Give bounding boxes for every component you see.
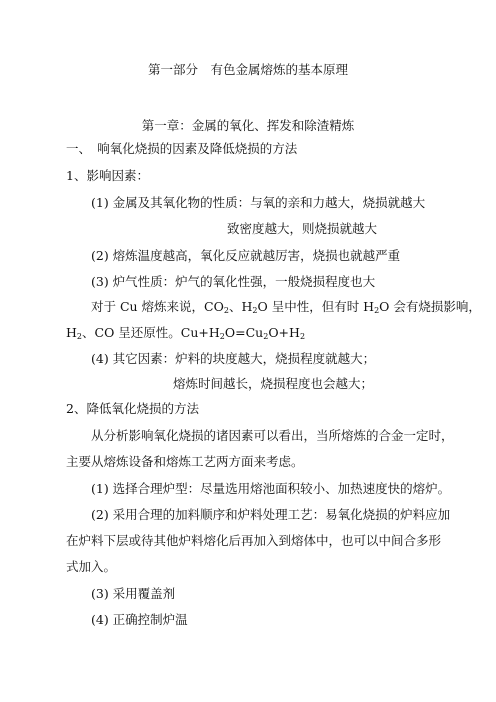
subsection-heading-methods: 2、降低氧化烧损的方法 bbox=[66, 401, 199, 416]
subscript: 2 bbox=[76, 332, 82, 341]
text-run: H bbox=[66, 325, 77, 340]
subscript: 2 bbox=[299, 332, 306, 341]
factor-item-2: (2) 熔炼温度越高，氧化反应就越厉害，烧损也就越严重 bbox=[91, 248, 401, 263]
subscript: 2 bbox=[252, 306, 258, 315]
text-run: O+H bbox=[268, 325, 300, 340]
method-item-1: (1) 选择合理炉型：尽量选用熔池面积较小、加热速度快的熔炉。 bbox=[91, 481, 451, 496]
factor-item-1: (1) 金属及其氧化物的性质：与氧的亲和力越大，烧损就越大 bbox=[91, 195, 426, 210]
method-item-3: (3) 采用覆盖剂 bbox=[91, 586, 176, 601]
part-title: 第一部分 有色金属熔炼的基本原理 bbox=[147, 62, 348, 77]
text-run: 对于 Cu 熔炼来说，CO bbox=[91, 299, 224, 314]
section-heading: 一、 响氧化烧损的因素及降低烧损的方法 bbox=[66, 141, 298, 156]
text-run: O 呈中性，但有时 H bbox=[257, 299, 375, 314]
factor-item-1-continuation: 致密度越大，则烧损就越大 bbox=[227, 221, 378, 236]
subscript: 2 bbox=[223, 306, 229, 315]
cu-paragraph-line-1 bbox=[91, 299, 481, 315]
subscript: 2 bbox=[219, 332, 225, 341]
subscript: 2 bbox=[374, 306, 380, 315]
method-item-2-line-1: (2) 采用合理的加料顺序和炉料处理工艺：易氧化烧损的炉料应加 bbox=[91, 507, 451, 522]
cu-paragraph-line-2 bbox=[66, 325, 305, 341]
subscript: 2 bbox=[263, 332, 269, 341]
chapter-title: 第一章：金属的氧化、挥发和除渣精炼 bbox=[141, 118, 355, 133]
factor-item-4-continuation: 熔炼时间越长，烧损程度也会越大； bbox=[173, 376, 374, 391]
factor-item-3: (3) 炉气性质：炉气的氧化性强，一般烧损程度也大 bbox=[91, 274, 376, 289]
text-run: O=Cu bbox=[224, 325, 264, 340]
methods-intro-line-1: 从分析影响氧化烧损的诸因素可以看出，当所熔炼的合金一定时， bbox=[91, 428, 454, 443]
method-item-4: (4) 正确控制炉温 bbox=[91, 612, 188, 627]
method-item-2-line-2: 在炉料下层或待其他炉料熔化后再加入到熔体中，也可以中间合多形 bbox=[66, 533, 442, 548]
text-run: 、CO 呈还原性。Cu+H bbox=[82, 325, 220, 340]
method-item-2-line-3: 式加入。 bbox=[66, 559, 117, 574]
text-run: 、H bbox=[228, 299, 253, 314]
methods-intro-line-2: 主要从熔炼设备和熔炼工艺两方面来考虑。 bbox=[66, 454, 304, 469]
text-run: O 会有烧损影响， bbox=[379, 299, 481, 314]
factor-item-4: (4) 其它因素：炉料的块度越大，烧损程度就越大； bbox=[91, 351, 376, 366]
subsection-heading-factors: 1、影响因素： bbox=[66, 168, 149, 183]
